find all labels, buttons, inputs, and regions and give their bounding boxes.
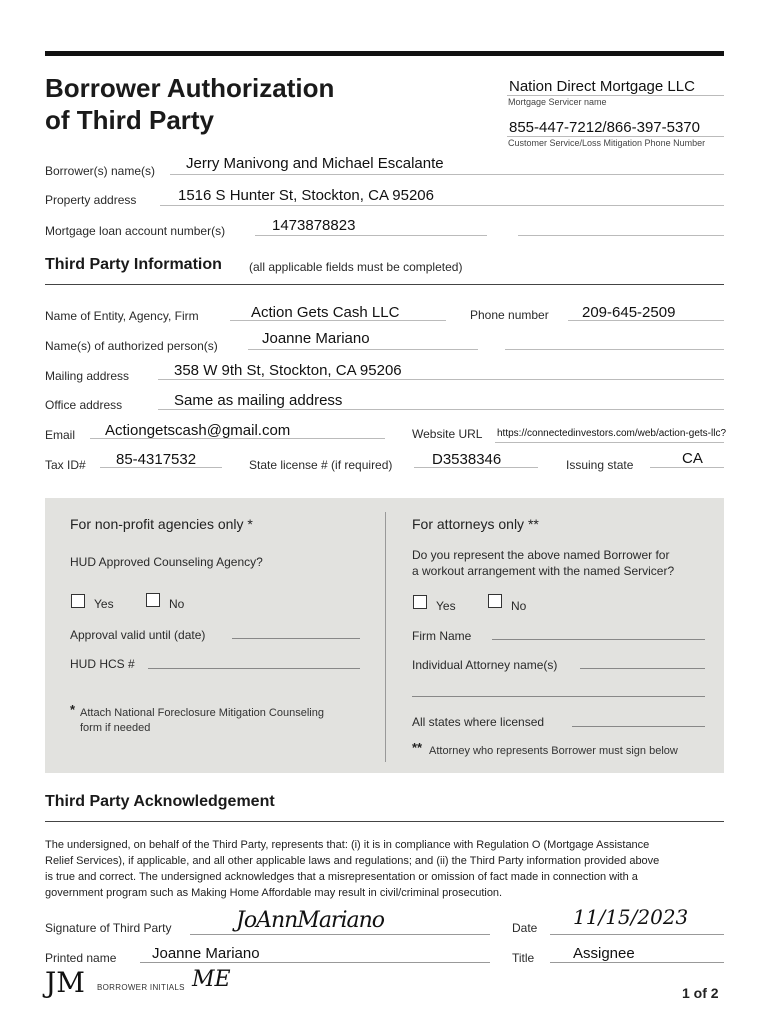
hud-hcs-field[interactable] <box>148 668 360 669</box>
title-field[interactable]: Assignee <box>573 945 635 962</box>
third-party-heading: Third Party Information <box>45 256 222 273</box>
borrower-initials-right[interactable]: ME <box>192 967 231 992</box>
hud-question: HUD Approved Counseling Agency? <box>70 555 263 569</box>
date-line <box>550 934 724 935</box>
hud-yes-checkbox[interactable] <box>71 594 85 608</box>
form-title <box>45 72 334 136</box>
printed-name-field[interactable]: Joanne Mariano <box>152 945 260 962</box>
hud-no-checkbox[interactable] <box>146 593 160 607</box>
borrower-initials-left[interactable]: JM <box>45 966 85 999</box>
hud-no-label: No <box>169 597 185 611</box>
attorney-yes-checkbox[interactable] <box>413 595 427 609</box>
attorney-question-line-2: a workout arrangement with the named Servicer? <box>412 564 675 578</box>
third-party-signature[interactable]: JoAnnMariano <box>236 908 385 933</box>
nonprofit-note-line-2: form if needed <box>80 722 151 734</box>
issuing-state-line <box>650 467 724 468</box>
state-license-line <box>414 467 538 468</box>
signature-date[interactable]: 11/15/2023 <box>573 905 689 929</box>
servicer-phone-line <box>507 136 724 137</box>
title-label: Title <box>512 951 535 965</box>
servicer-name-value[interactable]: Nation Direct Mortgage LLC <box>509 78 695 95</box>
phone-label: Phone number <box>470 308 549 322</box>
borrower-names-label: Borrower(s) name(s) <box>45 164 156 178</box>
attorney-no-label: No <box>511 599 527 613</box>
borrower-names-line <box>170 174 724 175</box>
attorney-names-field-2[interactable] <box>412 696 705 697</box>
attorney-names-field-1[interactable] <box>580 668 705 669</box>
email-line <box>90 438 385 439</box>
attorney-note-stars: ** <box>412 740 423 755</box>
office-address-label: Office address <box>45 398 123 412</box>
property-address-line <box>160 205 724 206</box>
property-address-label: Property address <box>45 193 137 207</box>
attorney-yes-label: Yes <box>436 599 456 613</box>
entity-field[interactable]: Action Gets Cash LLC <box>251 304 400 321</box>
top-rule <box>45 51 724 56</box>
title-line-1: Borrower Authorization <box>45 73 335 103</box>
authorized-persons-line-2 <box>505 349 724 350</box>
servicer-name-line <box>507 95 724 96</box>
firm-name-field[interactable] <box>492 639 705 640</box>
authorized-persons-line-1 <box>248 349 478 350</box>
attorney-question-line-1: Do you represent the above named Borrower for <box>412 548 670 562</box>
attorney-question <box>412 547 674 579</box>
loan-account-label: Mortgage loan account number(s) <box>45 224 226 238</box>
mailing-address-field[interactable]: 358 W 9th St, Stockton, CA 95206 <box>174 362 402 379</box>
website-line <box>495 442 724 443</box>
hud-hcs-label: HUD HCS # <box>70 657 135 671</box>
licensed-states-field[interactable] <box>572 726 705 727</box>
date-label: Date <box>512 921 538 935</box>
authorized-persons-field[interactable]: Joanne Mariano <box>262 330 370 347</box>
email-label: Email <box>45 428 76 442</box>
state-license-field[interactable]: D3538346 <box>432 451 502 468</box>
acknowledgement-line-1: The undersigned, on behalf of the Third Party, represents that: (i) it is in compliance with Regulation O (Mortgage Assistance <box>45 839 650 851</box>
acknowledgement-paragraph <box>45 837 725 901</box>
phone-line <box>568 320 724 321</box>
hud-yes-label: Yes <box>94 597 114 611</box>
signature-line <box>190 934 490 935</box>
nonprofit-heading: For non-profit agencies only * <box>70 516 253 532</box>
state-license-label: State license # (if required) <box>249 458 393 472</box>
third-party-rule <box>45 284 724 285</box>
website-field[interactable]: https://connectedinvestors.com/web/action-gets-llc? <box>497 428 726 439</box>
acknowledgement-line-4: government program such as Making Home Affordable may result in civil/criminal prosecution. <box>45 887 503 899</box>
servicer-phone-label: Customer Service/Loss Mitigation Phone Number <box>508 138 706 148</box>
title-line <box>550 962 724 963</box>
borrower-names-field[interactable]: Jerry Manivong and Michael Escalante <box>186 155 444 172</box>
mailing-address-line <box>158 379 724 380</box>
office-address-line <box>158 409 724 410</box>
borrower-initials-label: BORROWER INITIALS <box>97 983 185 992</box>
issuing-state-label: Issuing state <box>566 458 634 472</box>
website-label: Website URL <box>412 427 483 441</box>
servicer-name-label: Mortgage Servicer name <box>508 97 607 107</box>
email-field[interactable]: Actiongetscash@gmail.com <box>105 422 291 439</box>
issuing-state-field[interactable]: CA <box>682 450 703 467</box>
page-number: 1 of 2 <box>682 985 719 1001</box>
tax-id-label: Tax ID# <box>45 458 86 472</box>
loan-account-line-1 <box>255 235 487 236</box>
acknowledgement-line-3: is true and correct. The undersigned acknowledges that a misrepresentation or omission of fact made in connection with a <box>45 871 638 883</box>
approval-date-label: Approval valid until (date) <box>70 628 206 642</box>
attorney-names-label: Individual Attorney name(s) <box>412 658 558 672</box>
acknowledgement-heading: Third Party Acknowledgement <box>45 793 275 810</box>
mailing-address-label: Mailing address <box>45 369 130 383</box>
tax-id-field[interactable]: 85-4317532 <box>116 451 197 468</box>
acknowledgement-line-2: Relief Services), if applicable, and all other applicable laws and regulations; and (ii) the Third Party information provided above <box>45 855 660 867</box>
property-address-field[interactable]: 1516 S Hunter St, Stockton, CA 95206 <box>178 187 434 204</box>
office-address-field[interactable]: Same as mailing address <box>174 392 343 409</box>
printed-name-line <box>140 962 490 963</box>
attorney-note: Attorney who represents Borrower must sign below <box>429 745 678 757</box>
phone-field[interactable]: 209-645-2509 <box>582 304 676 321</box>
servicer-phone-value[interactable]: 855-447-7212/866-397-5370 <box>509 119 700 136</box>
entity-label: Name of Entity, Agency, Firm <box>45 309 199 323</box>
loan-account-field[interactable]: 1473878823 <box>272 217 356 234</box>
firm-name-label: Firm Name <box>412 629 472 643</box>
tax-id-line <box>100 467 222 468</box>
acknowledgement-rule <box>45 821 724 822</box>
signature-label: Signature of Third Party <box>45 921 172 935</box>
entity-line <box>230 320 446 321</box>
approval-date-field[interactable] <box>232 638 360 639</box>
third-party-heading-note: (all applicable fields must be completed) <box>249 260 463 274</box>
attorney-no-checkbox[interactable] <box>488 594 502 608</box>
nonprofit-note-line-1: Attach National Foreclosure Mitigation Counseling <box>80 707 324 719</box>
attorney-heading: For attorneys only ** <box>412 516 539 532</box>
nonprofit-note <box>80 706 324 736</box>
loan-account-line-2 <box>518 235 724 236</box>
title-line-2: of Third Party <box>45 105 215 135</box>
printed-name-label: Printed name <box>45 951 117 965</box>
authorized-persons-label: Name(s) of authorized person(s) <box>45 339 218 353</box>
nonprofit-note-star: * <box>70 702 76 717</box>
special-section-divider <box>385 512 386 762</box>
licensed-states-label: All states where licensed <box>412 715 545 729</box>
